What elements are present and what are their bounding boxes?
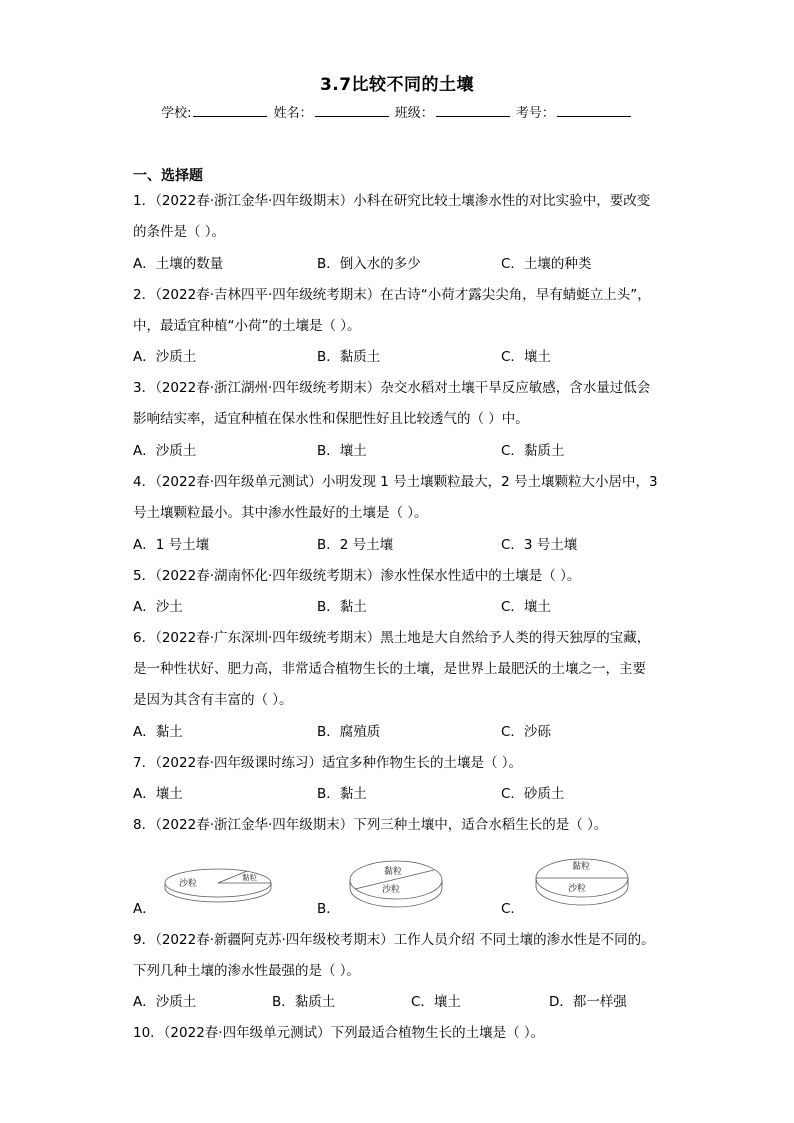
option-c[interactable]: C．壤土 — [411, 994, 461, 1010]
question-6 — [133, 623, 663, 716]
question-text: 中，最适宜种植“小荷”的土壤是（ ）。 — [133, 318, 361, 334]
question-2 — [133, 280, 663, 342]
option-c[interactable]: C．壤土 — [501, 599, 551, 615]
exam-no-label: 考号： — [515, 106, 555, 121]
pie-label-sand: 沙粒 — [179, 879, 198, 889]
option-b[interactable]: B．黏质土 — [272, 994, 336, 1010]
exam-no-blank[interactable] — [557, 104, 631, 117]
pie-diagram-c — [532, 850, 632, 910]
option-b[interactable]: B．黏土 — [317, 599, 367, 615]
option-a[interactable]: A．土壤的数量 — [133, 256, 224, 272]
option-a[interactable]: A．沙质土 — [133, 994, 197, 1010]
question-8 — [133, 810, 663, 841]
student-info-line — [0, 102, 794, 121]
option-a[interactable]: A．沙土 — [133, 599, 183, 615]
question-text: 号土壤颗粒最小。其中渗水性最好的土壤是（ ）。 — [133, 505, 428, 521]
option-b[interactable]: B．倒入水的多少 — [317, 256, 421, 272]
option-a[interactable]: A．沙质土 — [133, 349, 197, 365]
name-blank[interactable] — [315, 104, 389, 117]
question-text: 2．（2022春·吉林四平·四年级统考期末）在古诗“小荷才露尖尖角，早有蜻蜓立上头”， — [133, 287, 651, 303]
option-b[interactable]: B．壤土 — [317, 443, 367, 459]
name-label: 姓名： — [273, 106, 313, 121]
question-text: 5．（2022春·湖南怀化·四年级统考期末）渗水性保水性适中的土壤是（ ）。 — [133, 568, 581, 584]
question-text: 8．（2022春·浙江金华·四年级期末）下列三种土壤中，适合水稻生长的是（ ）。 — [133, 817, 608, 833]
question-10 — [133, 1018, 663, 1049]
question-text: 的条件是（ ）。 — [133, 224, 226, 240]
option-c[interactable]: C．砂质土 — [501, 786, 565, 802]
question-text: 10．（2022春·四年级单元测试）下列最适合植物生长的土壤是（ ）。 — [133, 1025, 545, 1041]
option-c[interactable]: C．土壤的种类 — [501, 256, 592, 272]
question-text: 7．（2022春·四年级课时练习）适宜多种作物生长的土壤是（ ）。 — [133, 755, 523, 771]
school-label: 学校: — [161, 106, 192, 121]
class-label: 班级： — [394, 106, 434, 121]
question-9 — [133, 925, 663, 987]
question-text: 9．（2022春·新疆阿克苏·四年级校考期末）工作人员介绍 不同土壤的渗水性是不同的。 — [133, 932, 655, 948]
question-text: 下列几种土壤的渗水性最强的是（ ）。 — [133, 963, 361, 979]
option-b[interactable]: B．黏土 — [317, 786, 367, 802]
question-3 — [133, 373, 663, 435]
question-text: 1．（2022春·浙江金华·四年级期末）小科在研究比较土壤渗水性的对比实验中，要改变 — [133, 193, 651, 209]
option-c[interactable]: C．黏质土 — [501, 443, 565, 459]
pie-diagram-a — [163, 855, 273, 905]
question-text: 3．（2022春·浙江湖州·四年级统考期末）杂交水稻对土壤干旱反应敏感，含水量过低会 — [133, 380, 651, 396]
pie-label-sand: 沙粒 — [382, 885, 401, 895]
option-c[interactable]: C． — [501, 901, 524, 917]
option-c[interactable]: C．沙砾 — [501, 724, 551, 740]
option-a[interactable]: A．沙质土 — [133, 443, 197, 459]
pie-label-clay: 黏粒 — [242, 873, 257, 882]
option-a[interactable]: A．黏土 — [133, 724, 183, 740]
question-text: 是一种性状好、肥力高，非常适合植物生长的土壤，是世界上最肥沃的土壤之一，主要 — [133, 661, 646, 677]
option-a[interactable]: A．1 号土壤 — [133, 537, 210, 553]
option-c[interactable]: C．3 号土壤 — [501, 537, 578, 553]
class-blank[interactable] — [436, 104, 510, 117]
pie-label-sand: 沙粒 — [568, 884, 587, 894]
option-a[interactable]: A．壤土 — [133, 786, 183, 802]
pie-diagram-b — [346, 850, 446, 910]
school-blank[interactable] — [193, 104, 267, 117]
question-text: 是因为其含有丰富的（ ）。 — [133, 692, 293, 708]
pie-label-clay: 黏粒 — [384, 867, 403, 877]
option-b[interactable]: B．腐殖质 — [317, 724, 381, 740]
page-title: 3.7比较不同的土壤 — [319, 75, 475, 95]
question-text: 6．（2022春·广东深圳·四年级统考期末）黑土地是大自然给予人类的得天独厚的宝藏， — [133, 630, 651, 646]
option-b[interactable]: B． — [317, 901, 340, 917]
question-1 — [133, 186, 663, 248]
option-c[interactable]: C．壤土 — [501, 349, 551, 365]
question-text: 影响结实率，适宜种植在保水性和保肥性好且比较透气的（ ）中。 — [133, 411, 529, 427]
option-b[interactable]: B．2 号土壤 — [317, 537, 394, 553]
option-b[interactable]: B．黏质土 — [317, 349, 381, 365]
section-heading: 一、选择题 — [133, 168, 203, 184]
question-5 — [133, 561, 663, 592]
question-7 — [133, 748, 663, 779]
question-text: 4．（2022春·四年级单元测试）小明发现 1 号土壤颗粒最大，2 号土壤颗粒大小居中，3 — [133, 474, 658, 490]
pie-label-clay: 黏粒 — [572, 862, 591, 872]
question-4 — [133, 467, 663, 529]
option-a[interactable]: A． — [133, 901, 156, 917]
option-d[interactable]: D．都一样强 — [549, 994, 627, 1010]
